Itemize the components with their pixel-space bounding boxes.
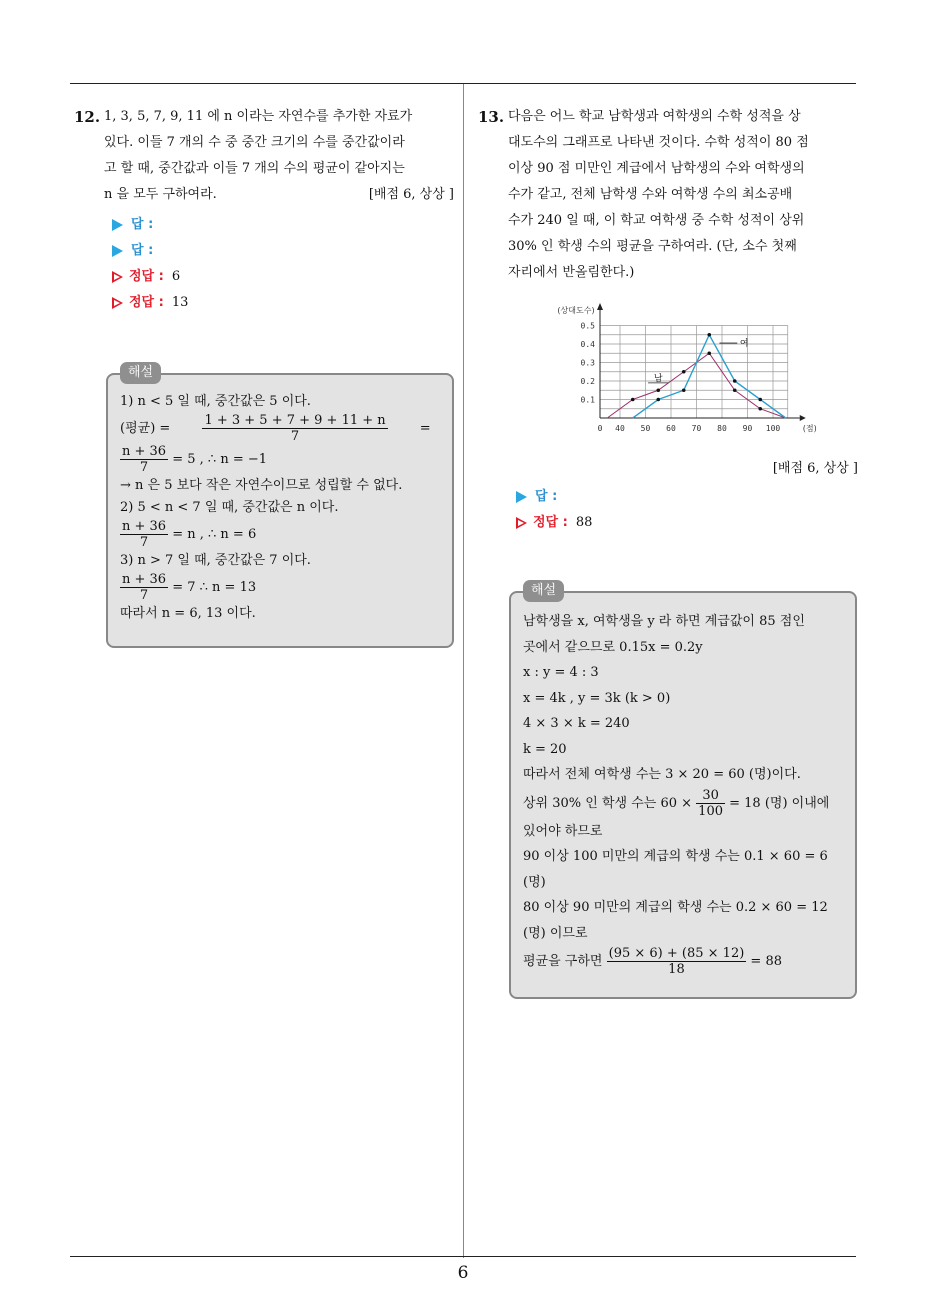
outline-triangle-icon (516, 517, 527, 529)
question-number: 13. (478, 108, 505, 126)
solution-line: 남학생을 x, 여학생을 y 라 하면 계급값이 85 점인 (523, 614, 805, 629)
answer-label: 답 : (131, 243, 154, 258)
question-text-line: 수가 같고, 전체 남학생 수와 여학생 수의 최소공배 (508, 187, 793, 202)
solution-text: 상위 30% 인 학생 수는 60 × (523, 795, 693, 811)
question-text-line: 있다. 이들 7 개의 수 중 중간 크기의 수를 중간값이라 (104, 135, 405, 150)
data-point (733, 388, 737, 392)
bottom-rule (70, 1256, 856, 1257)
fraction (120, 444, 168, 475)
x-tick-label: 50 (640, 424, 651, 433)
solution-line: k = 20 (523, 741, 567, 757)
x-tick-label: 80 (717, 424, 727, 433)
numerator: 1 + 3 + 5 + 7 + 9 + 11 + n (204, 413, 386, 428)
solution-line: → n 은 5 보다 작은 자연수이므로 성립할 수 없다. (120, 478, 403, 493)
data-point (656, 398, 660, 402)
correct-label: 정답 : (533, 515, 568, 530)
solution-tag: 해설 (523, 580, 564, 602)
solution-tag: 해설 (120, 362, 161, 384)
solution-box-12 (106, 365, 454, 648)
solution-line (120, 413, 440, 444)
chart-grid (600, 326, 788, 419)
score-13 (478, 456, 858, 482)
denominator: 7 (290, 429, 300, 444)
data-point (707, 333, 711, 337)
series-label: 남 (653, 374, 663, 384)
question-text-line: 1, 3, 5, 7, 9, 11 에 n 이라는 자연수를 추가한 자료가 (104, 109, 413, 124)
data-point (733, 379, 737, 383)
denominator: 7 (139, 460, 149, 475)
correct-answer-row (516, 510, 858, 536)
denominator: 100 (698, 803, 723, 819)
data-point (682, 370, 686, 374)
question-text-line: 30% 인 학생 수의 평균을 구하여라. (단, 소수 첫째 (508, 239, 797, 254)
solution-text: = 88 (750, 954, 782, 969)
solution-text: 평균을 구하면 (523, 954, 603, 969)
solution-line: (명) 이므로 (523, 925, 588, 941)
solution-line: x : y = 4 : 3 (523, 665, 599, 680)
x-tick-label: 70 (691, 424, 702, 433)
solution-line: 따라서 n = 6, 13 이다. (120, 606, 256, 621)
solution-text: = 18 (명) 이내에 (729, 795, 830, 811)
answers-13 (478, 484, 858, 536)
solution-line: 90 이상 100 미만의 계급의 학생 수는 0.1 × 60 = 6 (523, 849, 828, 864)
denominator: 7 (139, 535, 149, 550)
correct-value: 88 (575, 515, 593, 530)
denominator: 18 (668, 962, 685, 977)
numerator: n + 36 (122, 444, 167, 459)
x-tick-label: 40 (615, 424, 625, 433)
solution-box-13 (509, 583, 857, 999)
data-point (758, 398, 762, 402)
y-axis-label: (상대도수) (557, 306, 595, 315)
page-number: 6 (457, 1263, 469, 1283)
x-axis-label: (점) (802, 424, 817, 433)
question-12 (74, 104, 458, 316)
x-tick-label: 90 (742, 424, 753, 433)
question-text-line: 수가 240 일 때, 이 학교 여학생 중 수학 성적이 상위 (508, 213, 805, 228)
numerator: (95 × 6) + (85 × 12) (608, 946, 745, 961)
solution-line: x = 4k , y = 3k (k > 0) (523, 690, 671, 706)
correct-label: 정답 : (129, 269, 164, 284)
y-tick-label: 0.4 (580, 340, 595, 349)
numerator: n + 36 (122, 519, 167, 534)
fraction (696, 788, 725, 819)
answer-label: 답 : (131, 217, 154, 232)
solution-text: = n , ∴ n = 6 (172, 527, 257, 542)
data-point (707, 351, 711, 355)
y-tick-label: 0.2 (580, 377, 595, 386)
question-text-line: 이상 90 점 미만인 계급에서 남학생의 수와 여학생의 (508, 161, 805, 176)
y-tick-label: 0.5 (580, 321, 595, 331)
fraction (202, 413, 387, 444)
y-tick-label: 0.3 (580, 358, 595, 368)
score-label: [배점 6, 상상 ] (772, 461, 858, 476)
solution-line (120, 572, 440, 603)
x-tick-label: 100 (765, 424, 781, 433)
data-point (758, 407, 762, 411)
question-number: 12. (74, 108, 101, 126)
answer-row[interactable] (112, 238, 458, 264)
score-label: [배점 6, 상상 ] (368, 187, 454, 202)
fraction (120, 572, 168, 603)
data-point (631, 398, 635, 402)
y-tick-label: 0.1 (580, 395, 595, 405)
solution-text: = 5 , ∴ n = −1 (172, 452, 268, 467)
question-text-line: 대도수의 그래프로 나타낸 것이다. 수학 성적이 80 점 (508, 135, 809, 150)
question-text-line: 다음은 어느 학교 남학생과 여학생의 수학 성적을 상 (508, 109, 801, 124)
numerator: 30 (696, 788, 725, 804)
solution-line: 곳에서 같으므로 0.15x = 0.2y (523, 639, 703, 655)
correct-answer-row (112, 290, 458, 316)
question-13 (478, 104, 860, 286)
outline-triangle-icon (112, 271, 123, 283)
x-tick-label: 60 (666, 424, 676, 433)
correct-answer-row (112, 264, 458, 290)
solution-line (523, 788, 843, 819)
question-text-line: 고 할 때, 중간값과 이들 7 개의 수의 평균이 같아지는 (104, 161, 405, 176)
solution-line (120, 519, 440, 550)
denominator: 7 (139, 588, 149, 603)
outline-triangle-icon (112, 297, 123, 309)
solution-line: 있어야 하므로 (523, 823, 603, 839)
series-label: 여 (739, 339, 749, 350)
x-tick-label: 0 (597, 424, 603, 433)
fraction (607, 946, 747, 977)
solution-line: 따라서 전체 여학생 수는 3 × 20 = 60 (명)이다. (523, 767, 801, 782)
solution-line: 2) 5 < n < 7 일 때, 중간값은 n 이다. (120, 500, 339, 515)
question-text-line: 자리에서 반올림한다.) (508, 265, 635, 280)
play-triangle-icon (516, 491, 527, 503)
correct-value: 6 (171, 269, 181, 284)
answer-label: 답 : (535, 489, 558, 504)
fraction (120, 519, 168, 550)
numerator: n + 36 (122, 572, 167, 587)
solution-text: (평균) = (120, 421, 171, 436)
x-axis-arrow (800, 415, 806, 421)
y-axis-arrow (597, 303, 603, 310)
solution-line: 3) n > 7 일 때, 중간값은 7 이다. (120, 553, 311, 568)
column-divider (463, 84, 464, 1258)
solution-text: = (419, 421, 431, 436)
answer-row[interactable] (112, 212, 458, 238)
answer-row[interactable] (516, 484, 858, 510)
question-text-line: n 을 모두 구하여라. (104, 187, 217, 202)
solution-line: 80 이상 90 미만의 계급의 학생 수는 0.2 × 60 = 12 (523, 900, 828, 915)
solution-line: 1) n < 5 일 때, 중간값은 5 이다. (120, 394, 311, 409)
correct-value: 13 (171, 295, 189, 310)
play-triangle-icon (112, 245, 123, 257)
data-point (656, 388, 660, 392)
solution-line: (명) (523, 874, 546, 890)
correct-label: 정답 : (129, 295, 164, 310)
solution-line (523, 946, 843, 977)
solution-line (120, 444, 440, 475)
data-point (682, 388, 686, 392)
solution-text: = 7 ∴ n = 13 (172, 580, 257, 595)
relative-frequency-chart (540, 298, 830, 443)
solution-line: 4 × 3 × k = 240 (523, 716, 630, 731)
play-triangle-icon (112, 219, 123, 231)
